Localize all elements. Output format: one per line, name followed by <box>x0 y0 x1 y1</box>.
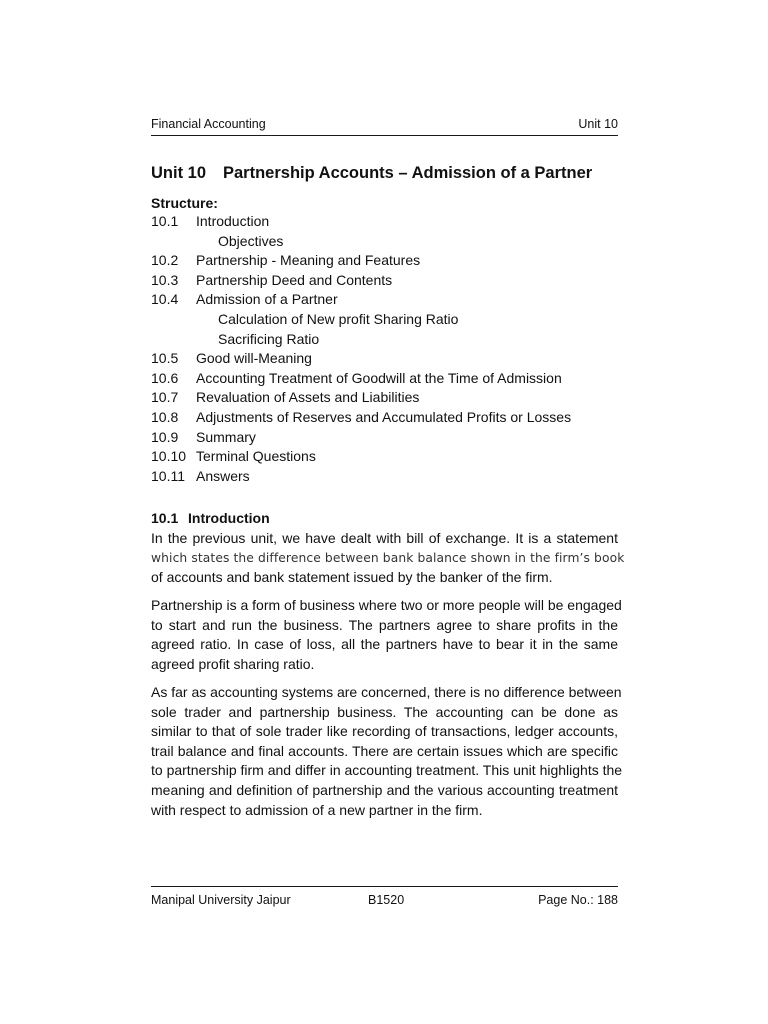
page-header <box>151 116 618 132</box>
toc-item: 10.8 Adjustments of Reserves and Accumulated Profits or Losses <box>151 408 572 425</box>
paragraph-line: with respect to admission of a new partner in the firm. <box>151 801 483 818</box>
toc-item: 10.11 Answers <box>151 467 250 484</box>
section-number: 10.1 <box>151 510 179 526</box>
toc-item: 10.4 Admission of a Partner <box>151 291 338 308</box>
header-course-title: Financial Accounting <box>151 117 266 131</box>
paragraph-line: Partnership is a form of business where two or more people will be engaged <box>151 597 622 613</box>
paragraph-line: to start and run the business. The partners agree to share profits in the <box>151 616 618 633</box>
toc-subitem: Objectives <box>218 232 284 249</box>
table-of-contents <box>151 212 621 486</box>
footer-university: Manipal University Jaipur <box>151 893 291 907</box>
toc-item: 10.9 Summary <box>151 428 256 445</box>
paragraph-line: As far as accounting systems are concerned, there is no difference between <box>151 684 622 700</box>
paragraph-2 <box>151 596 622 674</box>
paragraph-line: of accounts and bank statement issued by the banker of the firm. <box>151 569 553 586</box>
structure-heading: Structure: <box>151 195 218 211</box>
paragraph-line: to partnership firm and differ in accounting treatment. This unit highlights the <box>151 762 623 779</box>
toc-item: 10.2 Partnership - Meaning and Features <box>151 252 421 269</box>
section-title: Introduction <box>188 510 270 526</box>
toc-item: 10.5 Good will-Meaning <box>151 350 312 367</box>
paragraph-line: In the previous unit, we have dealt with bill of exchange. It is a statement <box>151 530 618 546</box>
unit-number: Unit 10 <box>151 164 207 182</box>
footer-course-code: B1520 <box>368 893 405 907</box>
header-unit-label: Unit 10 <box>578 117 618 131</box>
paragraph-line: trail balance and final accounts. There are certain issues which are specific <box>151 742 618 759</box>
toc-item: 10.1 Introduction <box>151 213 270 229</box>
paragraph-line: meaning and definition of partnership and the various accounting treatment <box>151 781 618 798</box>
paragraph-1 <box>151 529 625 588</box>
paragraph-line: agreed ratio. In case of loss, all the partners have to bear it in the same <box>151 636 618 653</box>
unit-title-text: Partnership Accounts – Admission of a Partner <box>223 164 593 182</box>
footer-page-number: Page No.: 188 <box>538 893 618 907</box>
paragraph-3 <box>151 683 623 820</box>
toc-item: 10.3 Partnership Deed and Contents <box>151 271 393 288</box>
toc-subitem: Calculation of New profit Sharing Ratio <box>218 310 459 327</box>
toc-item: 10.7 Revaluation of Assets and Liabilities <box>151 389 420 406</box>
paragraph-line: sole trader and partnership business. The accounting can be done as <box>151 703 618 720</box>
unit-title <box>151 162 631 184</box>
toc-item: 10.10 Terminal Questions <box>151 448 316 465</box>
paragraph-line: agreed profit sharing ratio. <box>151 655 315 672</box>
paragraph-line: which states the difference between bank balance shown in the firm’s book <box>151 550 625 565</box>
paragraph-line: similar to that of sole trader like recording of transactions, ledger accounts, <box>151 723 618 740</box>
header-rule <box>151 135 618 136</box>
footer-rule <box>151 886 618 887</box>
toc-item: 10.6 Accounting Treatment of Goodwill at the Time of Admission <box>151 369 562 386</box>
section-heading-introduction <box>151 508 270 528</box>
toc-subitem: Sacrificing Ratio <box>218 330 320 347</box>
